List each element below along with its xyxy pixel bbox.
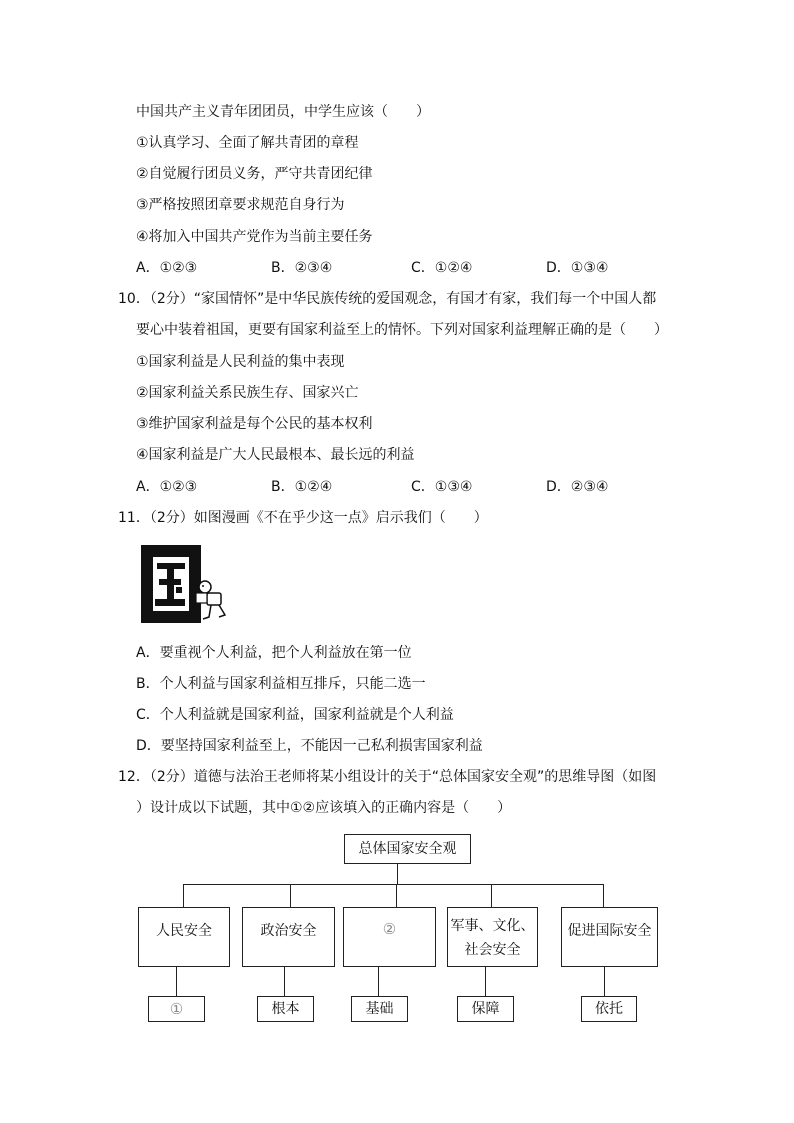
cartoon-image — [139, 543, 229, 625]
q9-option-c[interactable]: C．①②④ — [411, 260, 473, 276]
q10-stem-line1: 10．（2分）“家国情怀”是中华民族传统的爱国观念，有国才有家，我们每一个中国人都 — [118, 291, 657, 307]
branch-box-military-culture-social — [447, 907, 538, 967]
lower-connector-1 — [176, 967, 177, 996]
q10-option-d[interactable]: D．②③④ — [546, 479, 609, 495]
q9-stem: 中国共产主义青年团团员，中学生应该（ ） — [136, 104, 430, 120]
branch-box-international-security: 促进国际安全 — [561, 907, 658, 967]
leaf-box-blank-1: ① — [148, 996, 205, 1022]
q9-item-2: ②自觉履行团员义务，严守共青团纪律 — [136, 166, 373, 182]
branch-connector-3 — [396, 884, 397, 907]
leaf-box-support: 依托 — [581, 996, 637, 1022]
q10-item-3: ③维护国家利益是每个公民的基本权利 — [136, 416, 373, 432]
mind-map-diagram — [138, 834, 660, 1024]
diagram-root-box: 总体国家安全观 — [344, 834, 471, 864]
q9-option-b[interactable]: B．②③④ — [271, 260, 333, 276]
q11-option-c[interactable]: C．个人利益就是国家利益，国家利益就是个人利益 — [136, 707, 454, 723]
lower-connector-4 — [485, 967, 486, 996]
branch-box-military-line1: 军事、文化、 — [450, 918, 535, 934]
q9-item-4: ④将加入中国共产党作为当前主要任务 — [136, 229, 373, 245]
q12-stem-line2: ）设计成以下试题，其中①②应该填入的正确内容是（ ） — [136, 800, 512, 816]
q10-item-1: ①国家利益是人民利益的集中表现 — [136, 354, 345, 370]
q10-option-c[interactable]: C．①③④ — [411, 479, 473, 495]
q11-option-d[interactable]: D．要坚持国家利益至上，不能因一己私利损害国家利益 — [136, 738, 483, 754]
q11-stem: 11．（2分）如图漫画《不在乎少这一点》启示我们（ ） — [118, 510, 488, 526]
q9-item-1: ①认真学习、全面了解共青团的章程 — [136, 135, 359, 151]
leaf-box-guarantee: 保障 — [457, 996, 514, 1022]
q9-option-d[interactable]: D．①③④ — [546, 260, 609, 276]
q10-item-4: ④国家利益是广大人民最根本、最长远的利益 — [136, 447, 415, 463]
lower-connector-5 — [604, 967, 605, 996]
lower-connector-2 — [284, 967, 285, 996]
q10-option-b[interactable]: B．①②④ — [271, 479, 333, 495]
q10-option-a[interactable]: A．①②③ — [136, 479, 198, 495]
branch-box-people-security: 人民安全 — [138, 907, 230, 967]
branch-box-blank-2: ② — [343, 907, 436, 967]
branch-connector-4 — [491, 884, 492, 907]
q10-item-2: ②国家利益关系民族生存、国家兴亡 — [136, 385, 359, 401]
q11-option-a[interactable]: A．要重视个人利益，把个人利益放在第一位 — [136, 645, 412, 661]
branch-connector-1 — [183, 884, 184, 907]
branch-bus — [183, 884, 603, 885]
branch-box-political-security: 政治安全 — [242, 907, 335, 967]
leaf-box-foundation: 基础 — [351, 996, 408, 1022]
q9-option-a[interactable]: A．①②③ — [136, 260, 198, 276]
branch-connector-2 — [290, 884, 291, 907]
branch-box-military-line2: 社会安全 — [464, 942, 521, 958]
q9-item-3: ③严格按照团章要求规范自身行为 — [136, 197, 345, 213]
q11-option-b[interactable]: B．个人利益与国家利益相互排斥，只能二选一 — [136, 676, 426, 692]
branch-connector-5 — [603, 884, 604, 907]
q12-stem-line1: 12．（2分）道德与法治王老师将某小组设计的关于“总体国家安全观”的思维导图（如图 — [118, 769, 657, 785]
lower-connector-3 — [378, 967, 379, 996]
leaf-box-fundamental: 根本 — [257, 996, 314, 1022]
q10-stem-line2: 要心中装着祖国，更要有国家利益至上的情怀。下列对国家利益理解正确的是（ ） — [136, 322, 668, 338]
root-connector — [397, 864, 398, 884]
